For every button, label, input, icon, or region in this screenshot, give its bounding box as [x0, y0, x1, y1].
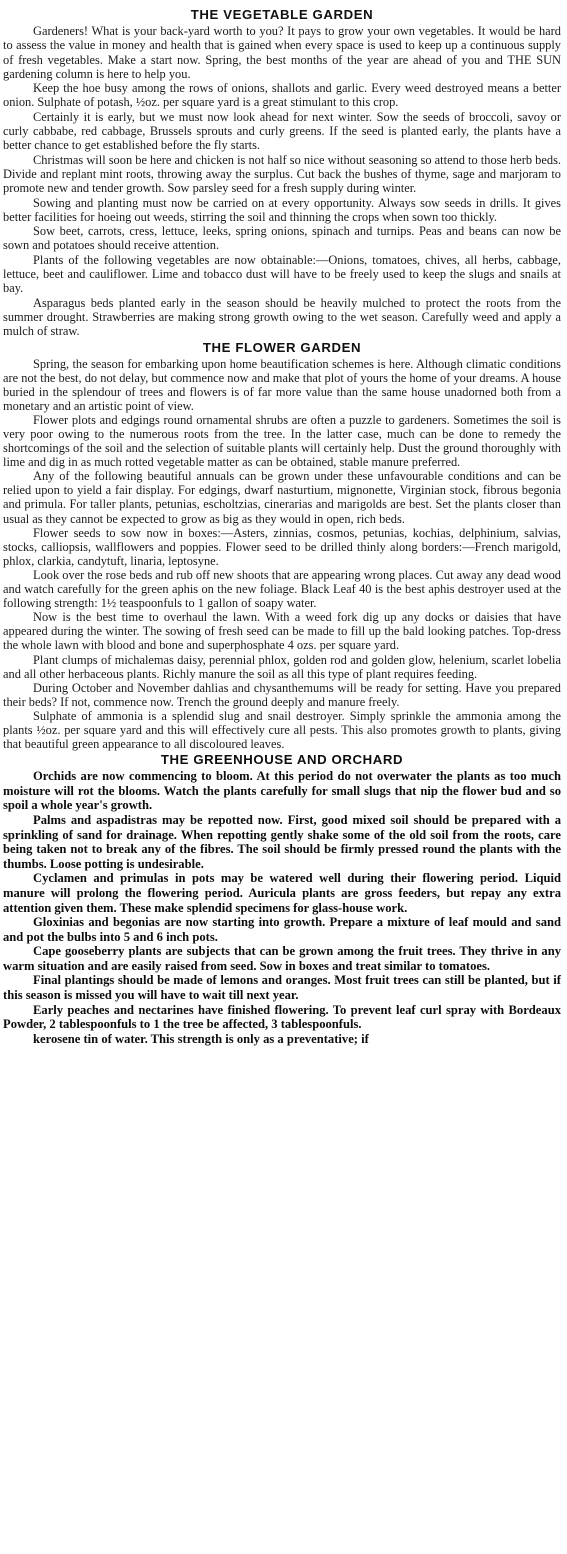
section-greenhouse-and-orchard [3, 751, 561, 1046]
paragraph: Cyclamen and primulas in pots may be watered well during their flowering period. Liquid manure will prolong the flowering period. Auricula plants are gross feeders, but repay any extra attention given them. These make splendid specimens for glass-house work. [3, 871, 561, 915]
paragraph: Asparagus beds planted early in the season should be heavily mulched to protect the roots from the summer drought. Strawberries are making strong growth owing to the wet season. Carefully weed and apply a mulch of straw. [3, 295, 561, 339]
paragraph: Gardeners! What is your back-yard worth to you? It pays to grow your own vegetables. It would be hard to assess the value in money and health that is gained when every space is used to keep up a continuous supply of fresh vegetables. Make a start now. Spring, the best months of the year are ahead of you and THE SUN gardening column is here to help you. [3, 24, 561, 81]
section-title: THE GREENHOUSE AND ORCHARD [160, 752, 404, 768]
paragraph: Plant clumps of michalemas daisy, perennial phlox, golden rod and golden glow, helenium, scarlet lobelia and all other herbaceous plants. Richly manure the soil as all this type of plant requires feeding. [3, 652, 561, 681]
paragraph: Sulphate of ammonia is a splendid slug and snail destroyer. Simply sprinkle the ammonia among the plants ½oz. per square yard and this will effectively cure all pests. This also promotes growth to plants, giving that beautiful green appearance to all discoloured leaves. [3, 708, 561, 752]
paragraph: Final plantings should be made of lemons and oranges. Most fruit trees can still be planted, but if this season is missed you will have to wait till next year. [3, 973, 561, 1003]
paragraph: Any of the following beautiful annuals can be grown under these unfavourable conditions and can be relied upon to yield a fair display. For edgings, dwarf nasturtium, mignonette, Virginian stock, fibrous begonia and primula. For taller plants, petunias, escholtzias, cinerarias and marigolds are best. Set the plants closer than usual as they cannot be expected to grow as big as they would in open, rich beds. [3, 469, 561, 526]
paragraph: Early peaches and nectarines have finished flowering. To prevent leaf curl spray with Bordeaux Powder, 2 tablespoonfuls to 1 the tree be affected, 3 tablespoonfuls. [3, 1002, 561, 1032]
paragraph: Plants of the following vegetables are now obtainable:—Onions, tomatoes, chives, all herbs, cabbage, lettuce, beet and cauliflower. Lime and tobacco dust will have to be freely used to keep the slugs and snails at bay. [3, 252, 561, 296]
paragraph: Look over the rose beds and rub off new shoots that are appearing wrong places. Cut away any dead wood and watch carefully for the green aphis on the new foliage. Black Leaf 40 is the best aphis destroyer used at the following strength: 1½ teaspoonfuls to 1 gallon of soapy water. [3, 567, 561, 611]
paragraph: Now is the best time to overhaul the lawn. With a weed fork dig up any docks or daisies that have appeared during the winter. The sowing of fresh seed can be made to fill up the bald looking patches. Top-dress the whole lawn with blood and bone and superphosphate 4 ozs. per square yard. [3, 610, 561, 653]
paragraph: Flower plots and edgings round ornamental shrubs are often a puzzle to gardeners. Sometimes the soil is very poor owing to the numerous roots from the tree. In the latter case, much can be done to remedy the shortcomings of the soil and the selection of suitable plants will certainly help. Dust the ground thoroughly with lime and dig in as much rotted vegetable matter as can be obtained, stable manure preferred. [3, 412, 561, 470]
paragraph: During October and November dahlias and chysanthemums will be ready for setting. Have you prepared their beds? If not, commence now. Trench the ground deeply and manure freely. [3, 680, 561, 709]
section-flower-garden [3, 339, 561, 752]
section-title: THE FLOWER GARDEN [202, 339, 362, 355]
paragraph: Sowing and planting must now be carried on at every opportunity. Always sow seeds in drills. It gives better facilities for hoeing out weeds, stirring the soil and thinning the crops when sown too thickly. [3, 195, 561, 224]
paragraph: Sow beet, carrots, cress, lettuce, leeks, spring onions, spinach and turnips. Peas and beans can now be sown and potatoes should receive attention. [3, 224, 561, 253]
paragraph: Christmas will soon be here and chicken is not half so nice without seasoning so attend to those herb beds. Divide and replant mint roots, throwing away the surplus. Cut back the bushes of thyme, sage and marjoram to promote new and tender growth. Sow parsley seed for a fresh supply during winter. [3, 152, 561, 196]
section-title: THE VEGETABLE GARDEN [190, 7, 374, 22]
paragraph: Gloxinias and begonias are now starting into growth. Prepare a mixture of leaf mould and sand and pot the bulbs into 5 and 6 inch pots. [3, 915, 561, 944]
paragraph: Palms and aspadistras may be repotted now. First, good mixed soil should be prepared with a sprinkling of sand for drainage. When repotting gently shake some of the old soil from the roots, care being taken not to break any of the fibres. The soil should be firmly pressed round the plants with the thumbs. Loose potting is undesirable. [3, 812, 561, 871]
paragraph: kerosene tin of water. This strength is only as a preventative; if [33, 1031, 369, 1046]
paragraph: Keep the hoe busy among the rows of onions, shallots and garlic. Every weed destroyed means a better onion. Sulphate of potash, ½oz. per square yard is a great stimulant to this crop. [3, 81, 561, 110]
paragraph: Orchids are now commencing to bloom. At this period do not overwater the plants as too much moisture will rot the blooms. Watch the plants carefully for small slugs that nip the flower bud and so spoil a whole year's growth. [3, 769, 561, 813]
paragraph: Spring, the season for embarking upon home beautification schemes is here. Although climatic conditions are not the best, do not delay, but commence now and make that plot of yours the home of your dreams. A house buried in the splendour of trees and flowers is of far more value than the same house unadorned both from a monetary and an artistic point of view. [3, 356, 561, 413]
paragraph: Certainly it is early, but we must now look ahead for next winter. Sow the seeds of broccoli, savoy or curly cabbabe, red cabbage, Brussels sprouts and curly greens. If the seed is planted early, the plants have a better chance to get established before the fly starts. [3, 109, 561, 153]
paragraph: Cape gooseberry plants are subjects that can be grown among the fruit trees. They thrive in any warm situation and are easily raised from seed. Sow in boxes and treat similar to tomatoes. [3, 944, 561, 973]
section-vegetable-garden [3, 6, 561, 339]
paragraph: Flower seeds to sow now in boxes:—Asters, zinnias, cosmos, petunias, kochias, delphinium, salvias, stocks, calliopsis, wallflowers and poppies. Flower seed to be drilled thinly along borders:—French marigold, phlox, clarkia, candytuft, linaria, leptosyne. [3, 525, 561, 568]
